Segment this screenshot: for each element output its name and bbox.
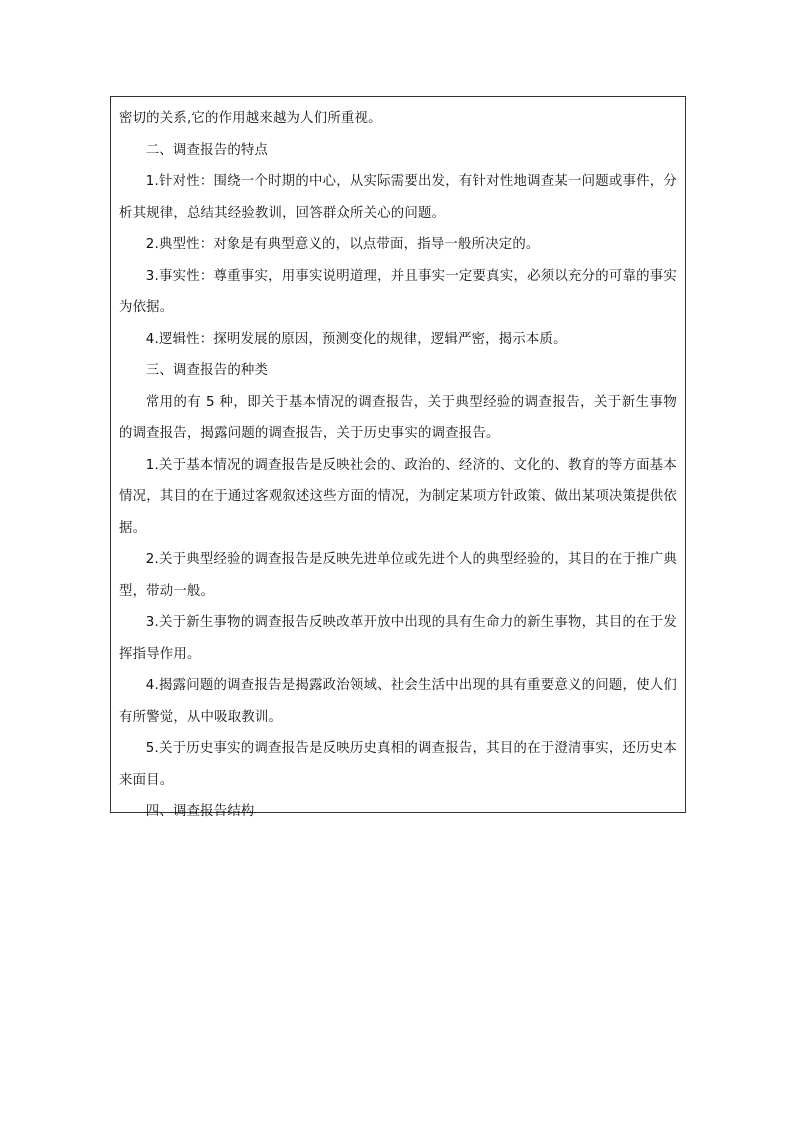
paragraph-type-5: 5.关于历史事实的调查报告是反映历史真相的调查报告，其目的在于澄清事实，还历史本来面目。 xyxy=(119,741,677,788)
heading-section-4: 四、调查报告结构 xyxy=(145,804,255,819)
document-body xyxy=(119,103,677,828)
paragraph-type-1: 1.关于基本情况的调查报告是反映社会的、政治的、经济的、文化的、教育的等方面基本情况，其目的在于通过客观叙述这些方面的情况，为制定某项方针政策、做出某项决策提供依据。 xyxy=(119,457,677,536)
paragraph-type-3: 3.关于新生事物的调查报告反映改革开放中出现的具有生命力的新生事物，其目的在于发挥指导作用。 xyxy=(119,615,677,662)
paragraph-feature-2: 2.典型性：对象是有典型意义的，以点带面，指导一般所决定的。 xyxy=(145,237,540,252)
paragraph-type-4: 4.揭露问题的调查报告是揭露政治领域、社会生活中出现的具有重要意义的问题，使人们有所警觉，从中吸取教训。 xyxy=(119,678,677,725)
paragraph-continuation: 密切的关系,它的作用越来越为人们所重视。 xyxy=(119,111,382,126)
paragraph-feature-3: 3.事实性：尊重事实，用事实说明道理，并且事实一定要真实，必须以充分的可靠的事实为依据。 xyxy=(119,268,677,315)
heading-section-2: 二、调查报告的特点 xyxy=(145,142,269,158)
content-frame xyxy=(110,96,686,819)
heading-section-3: 三、调查报告的种类 xyxy=(145,363,269,378)
paragraph-types-intro: 常用的有 5 种，即关于基本情况的调查报告，关于典型经验的调查报告，关于新生事物的调查报告，揭露问题的调查报告，关于历史事实的调查报告。 xyxy=(119,394,677,441)
paragraph-feature-4: 4.逻辑性：探明发展的原因，预测变化的规律，逻辑严密，揭示本质。 xyxy=(145,331,567,347)
paragraph-type-2: 2.关于典型经验的调查报告是反映先进单位或先进个人的典型经验的，其目的在于推广典型，带动一般。 xyxy=(119,552,677,599)
paragraph-feature-1: 1.针对性：围绕一个时期的中心，从实际需要出发，有针对性地调查某一问题或事件，分析其规律，总结其经验教训，回答群众所关心的问题。 xyxy=(119,174,677,221)
